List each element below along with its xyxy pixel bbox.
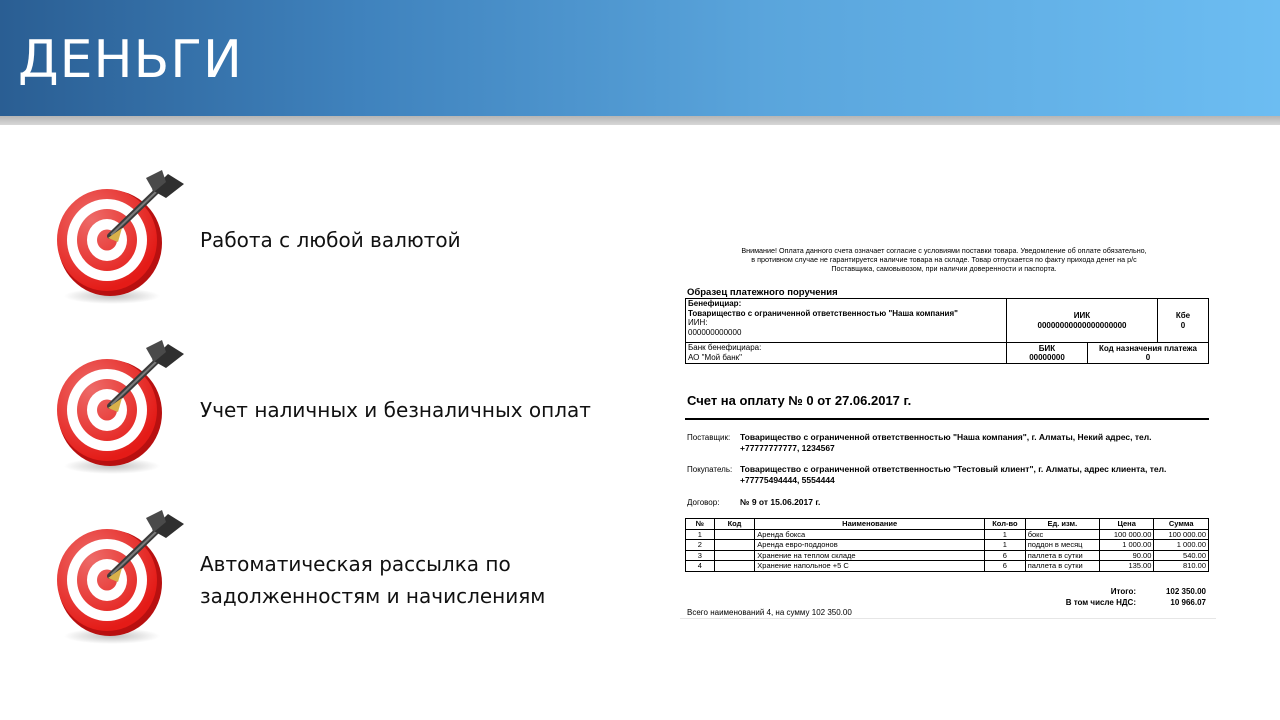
col-number: № [686,519,715,530]
supplier-value: Товарищество с ограниченной ответственностью "Наша компания", г. Алматы, Некий адрес, тел. +77777777777, 1234567 [740,432,1152,453]
row-number: 3 [686,550,715,561]
total-value: 102 350.00 [1165,587,1206,596]
purpose-label: Код назначения платежа [1099,343,1197,353]
col-code: Код [714,519,755,530]
document-bottom-rule [680,618,1216,619]
row-sum: 810.00 [1154,561,1209,572]
contract-label: Договор: [687,498,720,507]
row-name: Хранение на теплом складе [755,550,985,561]
row-code [714,561,755,572]
iik-value: 00000000000000000000 [1037,320,1127,330]
feature-mailing [50,508,610,648]
payment-order-table [685,298,1209,364]
target-dart-icon [50,338,190,478]
row-name: Аренда евро-поддонов [755,540,985,551]
bik-label: БИК [1038,343,1056,353]
invoice-document [680,240,1216,620]
header-divider [0,116,1280,125]
invoice-title: Счет на оплату № 0 от 27.06.2017 г. [687,393,912,408]
row-unit: поддон в месяц [1025,540,1099,551]
col-price: Цена [1099,519,1153,530]
title-rule [685,418,1209,420]
purpose-cell [1088,343,1209,364]
iik-label: ИИК [1073,311,1091,320]
col-name: Наименование [755,519,985,530]
total-label: Итого: [1110,587,1136,596]
vat-label: В том числе НДС: [1065,598,1136,607]
row-unit: паллета в сутки [1025,561,1099,572]
items-header-row [686,519,1209,530]
buyer-value: Товарищество с ограниченной ответственностью "Тестовый клиент", г. Алматы, адрес клиента, тел. +77775494444, 5554444 [740,464,1167,485]
row-price: 135.00 [1099,561,1153,572]
slide-title: ДЕНЬГИ [18,30,243,90]
row-name: Хранение напольное +5 С [755,561,985,572]
row-code [714,540,755,551]
row-qty: 6 [985,561,1026,572]
items-count-line: Всего наименований 4, на сумму 102 350.00 [687,608,852,617]
row-price: 90.00 [1099,550,1153,561]
contract-value: № 9 от 15.06.2017 г. [740,497,821,507]
row-code [714,529,755,540]
bank-cell [686,343,1007,364]
purpose-value: 0 [1145,353,1151,362]
kbe-cell [1158,299,1209,343]
row-sum: 1 000.00 [1154,540,1209,551]
table-row [686,561,1209,572]
feature-text: Учет наличных и безналичных оплат [200,398,591,422]
row-price: 100 000.00 [1099,529,1153,540]
row-qty: 6 [985,550,1026,561]
bank-label: Банк бенефициара: [688,343,762,352]
row-qty: 1 [985,540,1026,551]
vat-value: 10 966.07 [1170,598,1206,607]
iik-cell [1007,299,1158,343]
beneficiary-label: Бенефициар: [688,299,742,308]
target-dart-icon [50,508,190,648]
feature-text: Работа с любой валютой [200,228,461,252]
feature-text: Автоматическая рассылка по задолженностям и начислениям [200,552,546,608]
table-row [686,540,1209,551]
row-unit: паллета в сутки [1025,550,1099,561]
bik-value: 00000000 [1029,353,1065,362]
iin-label: ИИН: [688,318,708,327]
kbe-label: Кбе [1175,311,1191,320]
row-unit: бокс [1025,529,1099,540]
table-row [686,550,1209,561]
kbe-value: 0 [1180,320,1186,330]
beneficiary-cell [686,299,1007,343]
iin-value: 000000000000 [688,327,742,337]
row-number: 1 [686,529,715,540]
table-row [686,529,1209,540]
feature-currency [50,168,610,308]
row-sum: 540.00 [1154,550,1209,561]
col-unit: Ед. изм. [1025,519,1099,530]
row-code [714,550,755,561]
slide-header [0,0,1280,116]
row-number: 2 [686,540,715,551]
supplier-label: Поставщик: [687,433,731,442]
feature-payments [50,338,610,478]
row-sum: 100 000.00 [1154,529,1209,540]
row-number: 4 [686,561,715,572]
payment-order-title: Образец платежного поручения [687,287,838,298]
col-sum: Сумма [1154,519,1209,530]
target-dart-icon [50,168,190,308]
row-name: Аренда бокса [755,529,985,540]
bank-name: АО "Мой банк" [688,352,742,362]
invoice-warning: Внимание! Оплата данного счета означает согласие с условиями поставки товара. Уведомление об оплате обязательно, в противном случае не гарантируется наличие товара на складе. Товар отпускается по факту прихода денег на р/с Поставщика, самовывозом, при наличии доверенности и паспорта. [741,246,1147,273]
bik-cell [1007,343,1088,364]
row-qty: 1 [985,529,1026,540]
row-price: 1 000.00 [1099,540,1153,551]
items-table [685,518,1209,572]
buyer-label: Покупатель: [687,465,733,474]
beneficiary-name: Товарищество с ограниченной ответственностью "Наша компания" [688,308,958,318]
col-qty: Кол-во [985,519,1026,530]
